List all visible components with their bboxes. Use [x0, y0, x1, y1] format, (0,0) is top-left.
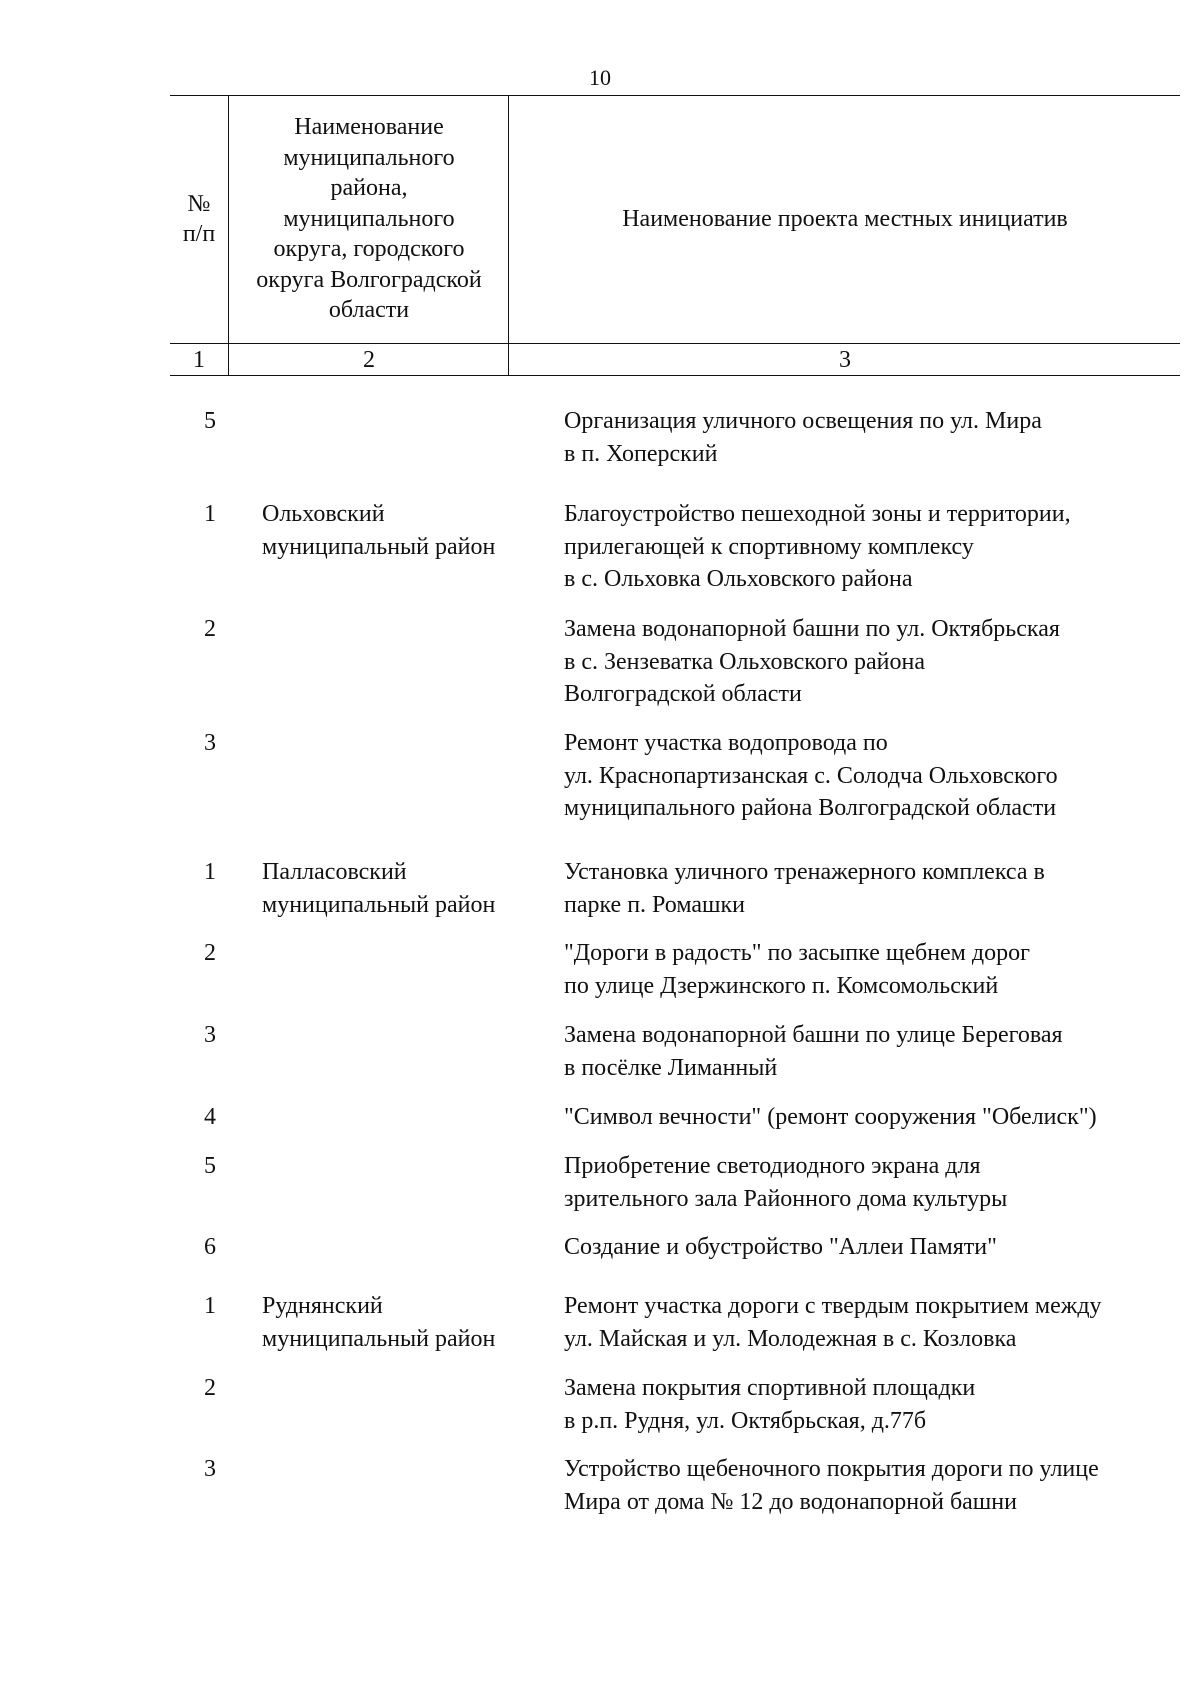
page-number: 10	[589, 65, 611, 90]
header-col-district	[230, 95, 508, 343]
row-number: 3	[204, 1022, 216, 1048]
project-line: Устройство щебеночного покрытия дороги по улице	[564, 1456, 1099, 1482]
header-col-project-index: 3	[839, 346, 851, 373]
header-col-project	[510, 95, 1180, 343]
project-line: Организация уличного освещения по ул. Мира	[564, 408, 1042, 434]
header-col-number-title: № п/п	[182, 190, 216, 247]
row-project	[564, 1453, 1184, 1518]
project-line: в р.п. Рудня, ул. Октябрьская, д.77б	[564, 1407, 927, 1434]
project-line: Создание и обустройство "Аллеи Памяти"	[564, 1234, 997, 1260]
project-line: муниципального района Волгоградской области	[564, 795, 1057, 821]
row-number: 2	[204, 940, 216, 966]
project-line: "Символ вечности" (ремонт сооружения "Обелиск")	[564, 1104, 1097, 1130]
district-line: Палласовский	[262, 859, 407, 885]
row-project	[564, 1372, 1184, 1437]
column-divider-2	[508, 95, 509, 375]
row-project	[564, 727, 1184, 825]
row-project	[564, 1150, 1184, 1215]
project-line: в п. Хоперский	[564, 440, 718, 467]
project-line: Ремонт участка водопровода по	[564, 730, 888, 756]
district-line: муниципальный район	[262, 533, 496, 560]
row-project	[564, 498, 1184, 596]
row-number: 1	[204, 501, 216, 527]
project-line: в посёлке Лиманный	[564, 1054, 778, 1081]
row-project	[564, 1231, 1184, 1264]
project-line: в с. Зензеватка Ольховского района	[564, 648, 925, 675]
row-district	[262, 498, 552, 563]
row-number: 2	[204, 616, 216, 642]
row-project	[564, 856, 1184, 921]
project-line: прилегающей к спортивному комплексу	[564, 533, 974, 560]
project-line: в с. Ольховка Ольховского района	[564, 566, 913, 592]
row-project	[564, 1290, 1184, 1355]
header-col-number	[170, 95, 228, 343]
row-number: 5	[204, 1153, 216, 1179]
project-line: ул. Майская и ул. Молодежная в с. Козловка	[564, 1325, 1017, 1352]
project-line: Замена водонапорной башни по ул. Октябрьская	[564, 616, 1060, 642]
row-project	[564, 937, 1184, 1002]
row-number: 5	[204, 408, 216, 434]
district-line: Руднянский	[262, 1293, 383, 1319]
header-col-project-title: Наименование проекта местных инициатив	[622, 205, 1068, 232]
project-line: ул. Краснопартизанская с. Солодча Ольховского	[564, 762, 1058, 789]
table-header	[170, 95, 1180, 375]
row-district	[262, 1290, 552, 1355]
district-line: Ольховский	[262, 501, 385, 527]
project-line: Волгоградской области	[564, 681, 802, 707]
row-number: 3	[204, 730, 216, 756]
project-line: Мира от дома № 12 до водонапорной башни	[564, 1488, 1017, 1515]
district-line: муниципальный район	[262, 1325, 496, 1352]
row-number: 1	[204, 859, 216, 885]
row-number: 6	[204, 1234, 216, 1260]
row-number: 4	[204, 1104, 216, 1130]
row-number: 3	[204, 1456, 216, 1482]
project-line: Приобретение светодиодного экрана для	[564, 1153, 981, 1179]
district-line: муниципальный район	[262, 891, 496, 918]
header-bottom-border	[170, 375, 1180, 376]
project-line: по улице Дзержинского п. Комсомольский	[564, 972, 999, 999]
project-line: Замена покрытия спортивной площадки	[564, 1375, 976, 1401]
header-col-number-index: 1	[193, 346, 205, 373]
project-line: Замена водонапорной башни по улице Береговая	[564, 1022, 1063, 1048]
project-line: парке п. Ромашки	[564, 891, 746, 918]
row-project	[564, 1019, 1184, 1084]
row-number: 1	[204, 1293, 216, 1319]
header-col-district-index: 2	[363, 346, 375, 373]
column-divider-1	[228, 95, 229, 375]
row-number: 2	[204, 1375, 216, 1401]
project-line: "Дороги в радость" по засыпке щебнем дорог	[564, 940, 1030, 966]
header-col-district-title: Наименование муниципального района, муниципального округа, городского округа Волгоградской области	[256, 114, 482, 324]
row-district	[262, 856, 552, 921]
row-project	[564, 405, 1184, 470]
project-line: Установка уличного тренажерного комплекса в	[564, 859, 1045, 885]
project-line: Ремонт участка дороги с твердым покрытием между	[564, 1293, 1102, 1319]
project-line: Благоустройство пешеходной зоны и территории,	[564, 501, 1071, 527]
project-line: зрительного зала Районного дома культуры	[564, 1185, 1008, 1212]
row-project	[564, 613, 1184, 711]
row-project	[564, 1101, 1184, 1134]
